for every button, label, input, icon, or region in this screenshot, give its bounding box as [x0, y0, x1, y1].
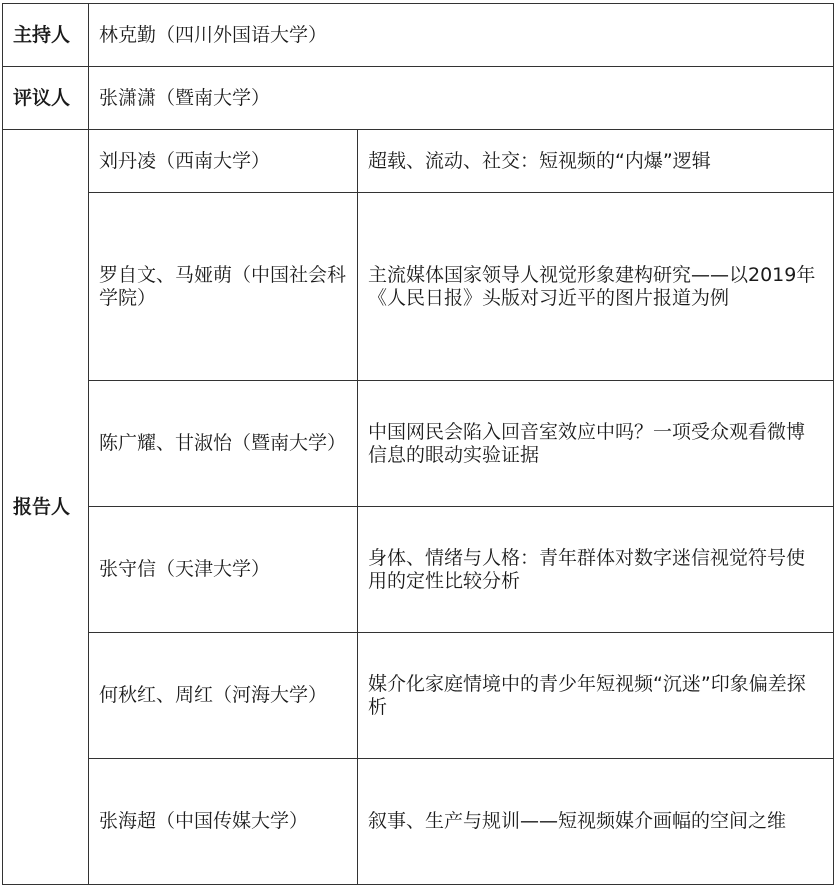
presenter-row — [3, 507, 834, 633]
presenter-title: 中国网民会陷入回音室效应中吗？一项受众观看微博信息的眼动实验证据 — [358, 381, 834, 507]
host-label: 主持人 — [3, 4, 89, 67]
host-value: 林克勤（四川外国语大学） — [89, 4, 834, 67]
presenter-title: 媒介化家庭情境中的青少年短视频“沉迷”印象偏差探析 — [358, 633, 834, 759]
reviewer-value: 张潇潇（暨南大学） — [89, 67, 834, 130]
presenter-title: 身体、情绪与人格：青年群体对数字迷信视觉符号使用的定性比较分析 — [358, 507, 834, 633]
presenter-name: 张守信（天津大学） — [89, 507, 358, 633]
presenter-name: 何秋红、周红（河海大学） — [89, 633, 358, 759]
presenter-name: 刘丹凌（西南大学） — [89, 130, 358, 193]
host-row — [3, 4, 834, 67]
presenter-row — [3, 130, 834, 193]
presenter-title: 主流媒体国家领导人视觉形象建构研究——以2019年《人民日报》头版对习近平的图片报道为例 — [358, 193, 834, 381]
presenter-title: 叙事、生产与规训——短视频媒介画幅的空间之维 — [358, 759, 834, 885]
presenter-title: 超载、流动、社交：短视频的“内爆”逻辑 — [358, 130, 834, 193]
presenter-row — [3, 759, 834, 885]
presenter-row — [3, 193, 834, 381]
presenters-label: 报告人 — [3, 130, 89, 885]
presenter-name: 陈广耀、甘淑怡（暨南大学） — [89, 381, 358, 507]
reviewer-row — [3, 67, 834, 130]
presenter-row — [3, 633, 834, 759]
program-table — [2, 3, 834, 885]
reviewer-label: 评议人 — [3, 67, 89, 130]
presenter-name: 罗自文、马娅萌（中国社会科学院） — [89, 193, 358, 381]
presenter-row — [3, 381, 834, 507]
presenter-name: 张海超（中国传媒大学） — [89, 759, 358, 885]
